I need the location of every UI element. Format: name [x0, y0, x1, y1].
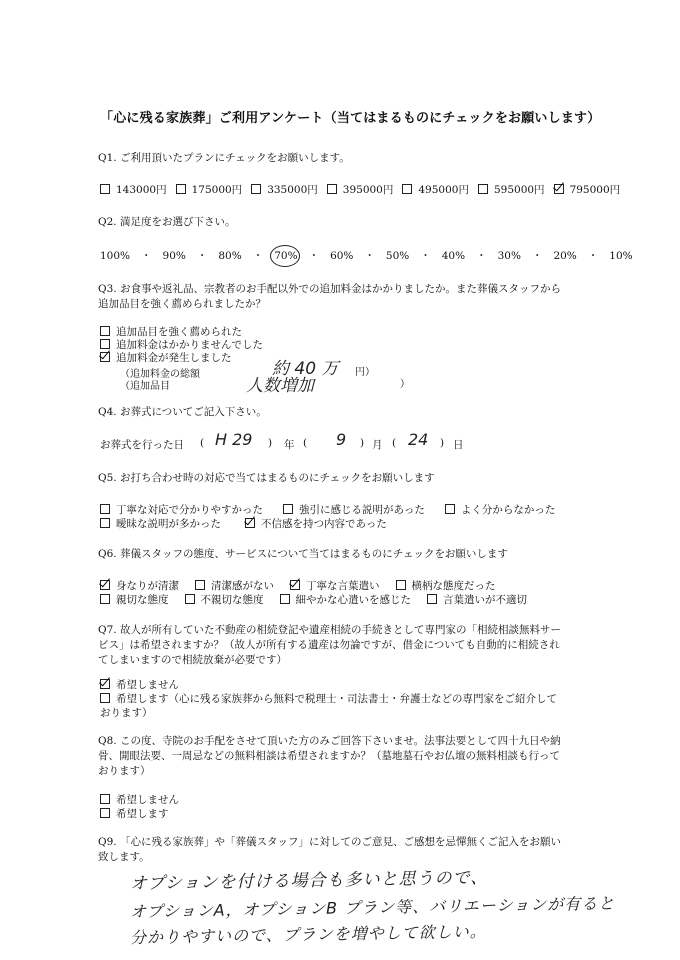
q3-question-line2: 追加品目を強く薦められましたか？ [98, 298, 266, 310]
q3-items-value: 人数増加 [246, 376, 314, 396]
q9-line2: 致します。 [98, 851, 150, 863]
q2-separator: ・ [141, 250, 152, 262]
q5-checkbox[interactable] [100, 518, 110, 528]
q1-plan-label: 595000円 [493, 184, 545, 196]
q5-option[interactable] [283, 504, 425, 516]
q8-line2: 骨、開眼法要、一周忌などの無料相談は希望されますか？（墓地墓石やお仏壇の無料相談も行って [98, 750, 560, 762]
q5-row1 [100, 502, 575, 517]
q5-row2 [100, 516, 411, 531]
q5-label: 不信感を持つ内容であった [261, 518, 387, 530]
q6-question: Q6. 葬儀スタッフの態度、サービスについて当てはまるものにチェックをお願いします [98, 548, 508, 560]
q2-separator: ・ [308, 250, 320, 262]
q2-scale-option[interactable]: 30% [497, 250, 521, 262]
q1-plan-label: 175000円 [191, 184, 243, 196]
q6-checkbox[interactable] [100, 580, 110, 590]
q6-checkbox[interactable] [427, 594, 437, 604]
q8-option-yes[interactable] [100, 806, 169, 821]
q1-question: Q1. ご利用頂いたプランにチェックをお願いします。 [98, 152, 350, 164]
q5-checkbox[interactable] [445, 504, 455, 514]
q2-scale-option[interactable]: 70% [274, 250, 298, 262]
q3-total-value: 約 40 万 [272, 359, 339, 379]
q8-option-no[interactable] [100, 792, 179, 807]
q3-option[interactable] [100, 326, 263, 339]
q4-question: Q4. お葬式についてご記入下さい。 [98, 406, 267, 418]
q8-no-label: 希望しません [116, 794, 179, 806]
q4-paren-open-2: ( [303, 437, 308, 449]
q1-plan-option[interactable] [100, 184, 167, 196]
q6-option[interactable] [290, 580, 380, 592]
q1-plan-label: 495000円 [418, 184, 469, 196]
q3-items-label: （追加品目 [120, 381, 170, 392]
q2-question: Q2. 満足度をお選び下さい。 [98, 216, 236, 228]
q1-plan-option[interactable] [478, 184, 545, 196]
q1-plan-option[interactable] [402, 184, 469, 196]
q5-label: 丁寧な対応で分かりやすかった [116, 504, 263, 516]
q8-line3: おります） [98, 765, 151, 777]
q6-row2 [100, 592, 543, 607]
q1-plan-option[interactable] [251, 184, 318, 196]
q9-answer-line2: オプションA，オプションB プラン等、バリエーションが有ると [129, 893, 616, 922]
q6-label: 横柄な態度だった [411, 580, 496, 592]
q3-checkbox[interactable] [100, 326, 110, 336]
q1-plan-checkbox[interactable] [402, 184, 412, 194]
q7-no-label: 希望しません [116, 679, 179, 691]
q1-plan-option[interactable] [554, 184, 621, 196]
q6-checkbox[interactable] [100, 594, 110, 604]
q3-items-close: ） [400, 379, 410, 390]
q1-plan-checkbox[interactable] [100, 184, 110, 194]
q6-option[interactable] [195, 580, 274, 592]
q5-label: 強引に感じる説明があった [299, 504, 425, 516]
q5-checkbox[interactable] [283, 504, 293, 514]
q7-yes-label-line2: おります） [100, 707, 153, 719]
q3-label: 追加品目を強く薦められた [116, 326, 242, 338]
q2-separator: ・ [364, 250, 375, 262]
q4-paren-open-3: ( [392, 437, 397, 449]
q3-label: 追加料金はかかりませんでした [116, 339, 263, 351]
q6-checkbox[interactable] [290, 580, 300, 590]
q5-label: 曖昧な説明が多かった [116, 518, 221, 530]
q6-label: 親切な態度 [116, 594, 169, 606]
q1-plan-label: 335000円 [267, 184, 318, 196]
q9-answer-line1: オプションを付ける場合も多いと思うので、 [129, 867, 489, 895]
q9-answer-line3: 分かりやすいので、プランを増やして欲しい。 [129, 921, 487, 948]
q7-option-no[interactable] [100, 677, 179, 692]
q7-yes-checkbox[interactable] [100, 693, 110, 703]
q1-plan-checkbox[interactable] [554, 184, 564, 194]
q1-plan-option[interactable] [176, 184, 243, 196]
q2-separator: ・ [420, 250, 431, 262]
q6-option[interactable] [100, 594, 169, 606]
q5-option[interactable] [445, 504, 556, 516]
q8-line1: Q8. この度、寺院のお手配をさせて頂いた方のみご回答下さいませ。法事法要として四十九日や納 [98, 735, 561, 747]
q2-scale-option[interactable]: 40% [441, 250, 466, 262]
q1-plan-checkbox[interactable] [478, 184, 488, 194]
q6-label: 身なりが清潔 [116, 580, 179, 592]
q2-scale-option[interactable]: 100% [100, 250, 131, 262]
q6-label: 不親切な態度 [200, 594, 264, 606]
q6-option[interactable] [427, 594, 527, 606]
q2-scale-option[interactable]: 60% [330, 250, 354, 262]
q6-checkbox[interactable] [185, 594, 195, 604]
q3-label: 追加料金が発生しました [116, 352, 232, 364]
q4-day-label: 日 [453, 439, 464, 451]
q7-line1: Q7. 故人が所有していた不動産の相続登記や遺産相続の手続きとして専門家の「相続相談無料サー [98, 624, 561, 636]
q3-total-unit: 円） [355, 367, 375, 378]
q2-separator: ・ [476, 250, 487, 262]
q7-yes-label: 希望します（心に残る家族葬から無料で税理士・司法書士・弁護士などの専門家をご紹介して [116, 693, 557, 705]
q2-scale [100, 248, 633, 263]
q4-paren-close-3: ) [440, 437, 445, 449]
q2-separator: ・ [531, 250, 543, 262]
q1-options [100, 182, 629, 197]
q3-total-label: （追加料金の総額 [120, 369, 200, 380]
q6-option[interactable] [100, 580, 179, 592]
q4-month: 9 [336, 430, 347, 449]
q3-checkbox[interactable] [100, 352, 110, 362]
q4-date-label: お葬式を行った日 [100, 439, 184, 451]
q1-plan-label: 795000円 [569, 184, 621, 196]
q6-option[interactable] [185, 594, 264, 606]
q5-label: よく分からなかった [460, 504, 556, 516]
q4-paren-open-1: ( [200, 437, 205, 449]
q7-no-checkbox[interactable] [100, 679, 110, 689]
q7-line2: ビス」は希望されますか？（故人が所有する遺産は勿論ですが、借金についても自動的に相続され [98, 639, 560, 651]
q1-plan-label: 143000円 [116, 184, 167, 196]
q3-option[interactable] [100, 339, 263, 352]
q4-era: H 29 [215, 430, 253, 449]
q1-plan-checkbox[interactable] [176, 184, 186, 194]
q2-separator: ・ [587, 250, 599, 262]
q6-option[interactable] [396, 580, 496, 592]
q6-checkbox[interactable] [396, 580, 406, 590]
q6-checkbox[interactable] [280, 594, 290, 604]
q5-option[interactable] [245, 518, 387, 530]
q6-label: 言葉遣いが不適切 [443, 594, 527, 606]
q3-option[interactable] [100, 352, 263, 365]
q9-line1: Q9. 「心に残る家族葬」や「葬儀スタッフ」に対してのご意見、ご感想を忌憚無くご記入をお願い [98, 836, 561, 848]
q4-paren-close-2: ) [360, 437, 365, 449]
q5-option[interactable] [100, 518, 221, 530]
q6-checkbox[interactable] [195, 580, 205, 590]
q6-label: 細やかな心遣いを感じた [295, 594, 411, 606]
q2-scale-option[interactable]: 80% [218, 250, 242, 262]
q8-yes-checkbox[interactable] [100, 808, 110, 818]
q2-scale-option[interactable]: 50% [385, 250, 410, 262]
q6-row1 [100, 578, 512, 593]
q6-option[interactable] [280, 594, 412, 606]
q1-plan-option[interactable] [327, 184, 394, 196]
q4-year-label: 年 [284, 439, 295, 451]
q1-plan-checkbox[interactable] [327, 184, 337, 194]
q7-line3: てしまいますので相続放棄が必要です） [98, 654, 287, 666]
q5-checkbox[interactable] [245, 518, 255, 528]
q2-scale-option[interactable]: 20% [553, 250, 577, 262]
q2-separator: ・ [252, 250, 264, 262]
q4-day: 24 [408, 430, 429, 449]
q6-label: 丁寧な言葉遣い [306, 580, 380, 592]
q5-option[interactable] [100, 504, 263, 516]
q4-paren-close-1: ) [268, 437, 273, 449]
q5-checkbox[interactable] [100, 504, 110, 514]
q2-separator: ・ [196, 250, 208, 262]
q4-month-label: 月 [372, 439, 383, 451]
q3-options [100, 326, 263, 365]
q2-scale-option[interactable]: 90% [162, 250, 186, 262]
q7-option-yes[interactable] [100, 691, 557, 706]
q3-question-line1: Q3. お食事や返礼品、宗教者のお手配以外での追加料金はかかりましたか。また葬儀スタッフから [98, 283, 561, 295]
q1-plan-label: 395000円 [342, 184, 394, 196]
q8-no-checkbox[interactable] [100, 794, 110, 804]
q6-label: 清潔感がない [211, 580, 274, 592]
q2-selected-circle [270, 245, 300, 267]
q5-question: Q5. お打ち合わせ時の対応で当てはまるものにチェックをお願いします [98, 472, 435, 484]
q8-yes-label: 希望します [116, 808, 169, 820]
survey-title: 「心に残る家族葬」ご利用アンケート（当てはまるものにチェックをお願いします） [100, 111, 601, 126]
q2-scale-option[interactable]: 10% [609, 250, 633, 262]
q1-plan-checkbox[interactable] [251, 184, 261, 194]
q2-selected-wrap [274, 250, 297, 262]
